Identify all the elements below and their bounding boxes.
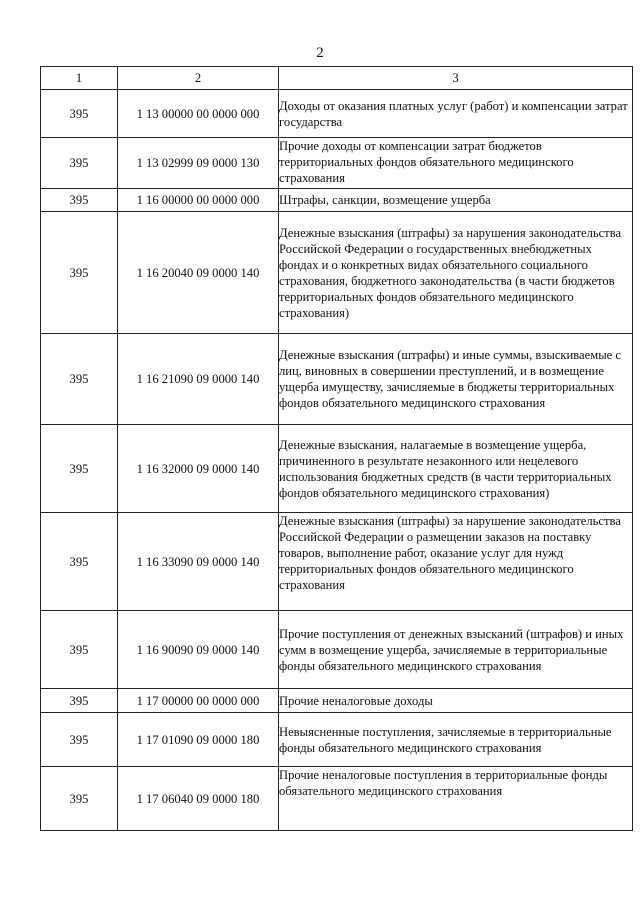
admin-code-cell: 395: [41, 611, 118, 689]
revenue-code-cell: 1 17 00000 00 0000 000: [118, 689, 279, 713]
table-row: [41, 90, 633, 138]
table-header-row: [41, 67, 633, 90]
admin-code-cell: 395: [41, 425, 118, 513]
revenue-code-cell: 1 16 20040 09 0000 140: [118, 212, 279, 334]
admin-code-cell: 395: [41, 767, 118, 831]
revenue-code-cell: 1 16 32000 09 0000 140: [118, 425, 279, 513]
admin-code-cell: 395: [41, 513, 118, 611]
admin-code-cell: 395: [41, 138, 118, 189]
revenue-code-cell: 1 13 00000 00 0000 000: [118, 90, 279, 138]
revenue-code-cell: 1 16 33090 09 0000 140: [118, 513, 279, 611]
revenue-code-cell: 1 16 90090 09 0000 140: [118, 611, 279, 689]
table-row: [41, 689, 633, 713]
revenue-name-cell: Денежные взыскания (штрафы) и иные суммы, взыскиваемые с лиц, виновных в совершении преступлений, и в возмещение ущерба имуществу, зачисляемые в бюджеты территориальных фондов обязательного медицинского страхования: [279, 334, 633, 425]
revenue-name-cell: Денежные взыскания (штрафы) за нарушение законодательства Российской Федерации о размещении заказов на поставку товаров, выполнение работ, оказание услуг для нужд территориальных фондов обязательного медицинского страхования: [279, 513, 633, 611]
page-number: 2: [316, 45, 324, 61]
table-row: [41, 334, 633, 425]
table-row: [41, 513, 633, 611]
revenue-name-cell: Доходы от оказания платных услуг (работ) и компенсации затрат государства: [279, 90, 633, 138]
revenue-code-cell: 1 16 00000 00 0000 000: [118, 189, 279, 212]
admin-code-cell: 395: [41, 334, 118, 425]
table-row: [41, 425, 633, 513]
revenue-name-cell: Денежные взыскания (штрафы) за нарушения законодательства Российской Федерации о государственных внебюджетных фондах и о конкретных видах обязательного социального страхования, бюджетного законодательства (в части бюджетов территориальных фондов обязательного медицинского страхования): [279, 212, 633, 334]
revenue-code-cell: 1 17 01090 09 0000 180: [118, 713, 279, 767]
revenue-name-cell: Денежные взыскания, налагаемые в возмещение ущерба, причиненного в результате незаконного или нецелевого использования бюджетных средств (в части территориальных фондов обязательного медицинского страхования): [279, 425, 633, 513]
revenue-name-cell: Штрафы, санкции, возмещение ущерба: [279, 189, 633, 212]
revenue-codes-table: [40, 66, 633, 831]
table-row: [41, 189, 633, 212]
revenue-code-cell: 1 13 02999 09 0000 130: [118, 138, 279, 189]
revenue-name-cell: Прочие неналоговые доходы: [279, 689, 633, 713]
table-row: [41, 611, 633, 689]
admin-code-cell: 395: [41, 90, 118, 138]
table-row: [41, 138, 633, 189]
column-header-code: 2: [118, 67, 279, 90]
revenue-code-cell: 1 16 21090 09 0000 140: [118, 334, 279, 425]
column-header-admin: 1: [41, 67, 118, 90]
revenue-name-cell: Прочие поступления от денежных взысканий (штрафов) и иных сумм в возмещение ущерба, зачисляемые в территориальные фонды обязательного медицинского страхования: [279, 611, 633, 689]
revenue-name-cell: Прочие доходы от компенсации затрат бюджетов территориальных фондов обязательного медицинского страхования: [279, 138, 633, 189]
admin-code-cell: 395: [41, 212, 118, 334]
table-row: [41, 767, 633, 831]
revenue-name-cell: Невыясненные поступления, зачисляемые в территориальные фонды обязательного медицинского страхования: [279, 713, 633, 767]
table-row: [41, 212, 633, 334]
revenue-name-cell: Прочие неналоговые поступления в территориальные фонды обязательного медицинского страхования: [279, 767, 633, 831]
admin-code-cell: 395: [41, 689, 118, 713]
column-header-name: 3: [279, 67, 633, 90]
admin-code-cell: 395: [41, 189, 118, 212]
table-row: [41, 713, 633, 767]
admin-code-cell: 395: [41, 713, 118, 767]
revenue-code-cell: 1 17 06040 09 0000 180: [118, 767, 279, 831]
